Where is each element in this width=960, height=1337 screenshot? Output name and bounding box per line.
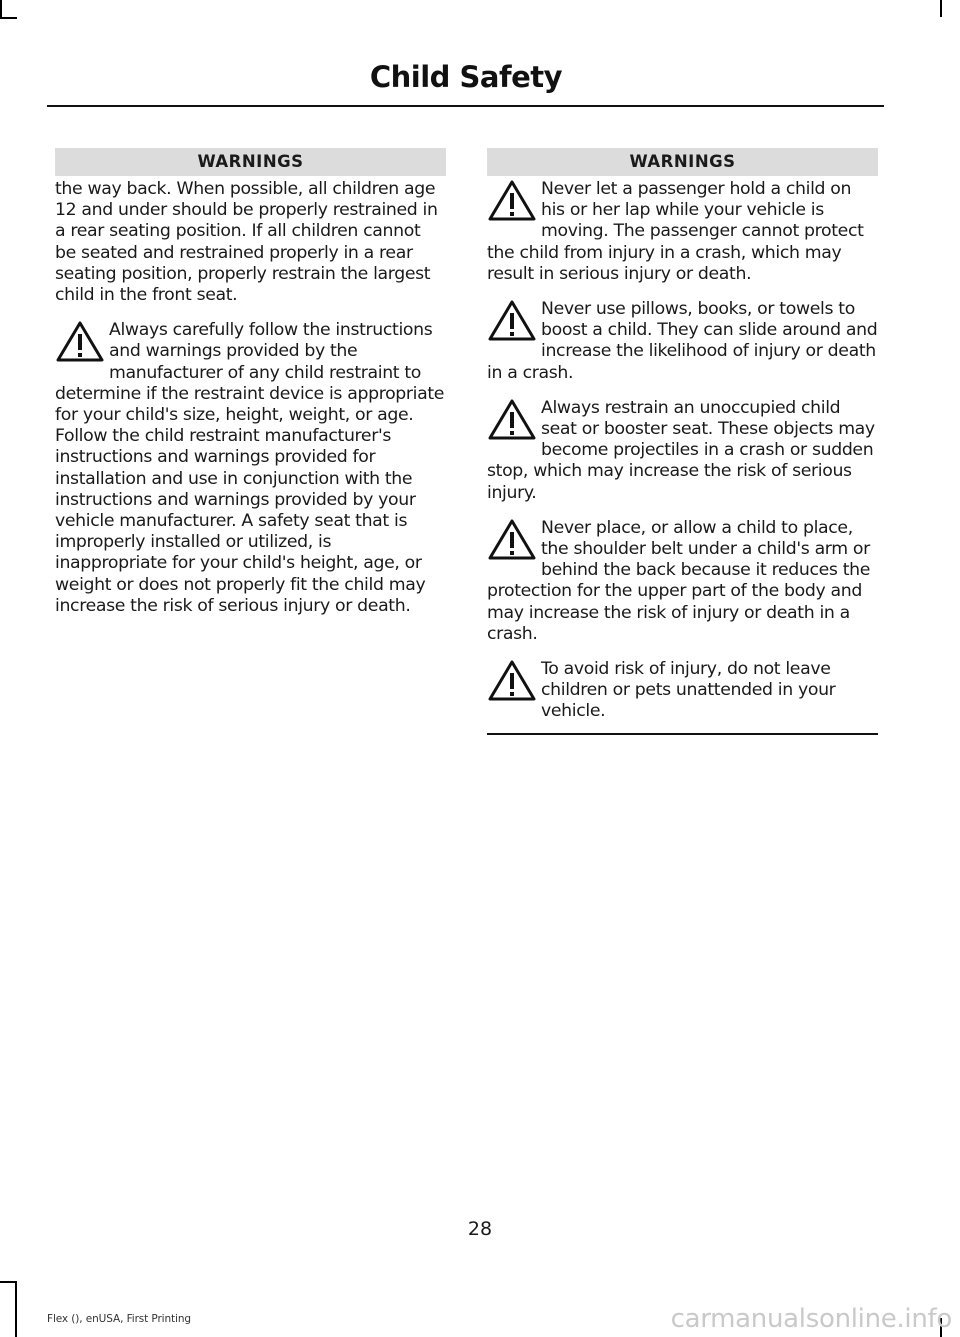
warning-item (487, 398, 878, 504)
crop-mark-bottom-left-v (15, 1281, 17, 1337)
warnings-header: WARNINGS (487, 148, 878, 176)
warning-item (487, 179, 878, 285)
warnings-header: WARNINGS (55, 148, 446, 176)
page-title: Child Safety (369, 60, 562, 94)
right-column (487, 148, 878, 735)
warning-item (487, 659, 878, 723)
warning-text: Always carefully follow the instructions and warnings provided by the manufacturer of any child restraint to determine if the restraint device is appropriate for your child's size, height, weight, or age. Follow the child restraint manufacturer's instructions and warnings provided for installation and use in conjunction with the instructions and warnings provided by your vehicle manufacturer. A safety seat that is improperly installed or utilized, is inappropriate for your child's height, age, or weight or does not properly fit the child may increase the risk of serious injury or death. (55, 320, 445, 616)
warnings-end-rule (487, 733, 878, 735)
warning-triangle-icon (487, 659, 537, 705)
left-column (55, 148, 446, 631)
warning-item (487, 299, 878, 384)
warning-triangle-icon (487, 398, 537, 444)
warning-triangle-icon (487, 518, 537, 564)
header-rule (47, 105, 884, 107)
edition-footer: Flex (), enUSA, First Printing (47, 1313, 191, 1325)
warning-text: Never let a passenger hold a child on his or her lap while your vehicle is moving. The passenger cannot protect the child from injury in a crash, which may result in serious injury or death. (487, 179, 864, 284)
continued-warning-text: the way back. When possible, all children age 12 and under should be properly restrained in a rear seating position. If all children cannot be seated and restrained properly in a rear seating position, properly restrain the largest child in the front seat. (55, 179, 438, 306)
warning-text: Never place, or allow a child to place, the shoulder belt under a child's arm or behind the back because it reduces the protection for the upper part of the body and may increase the risk of injury or death in a crash. (487, 517, 871, 644)
page-number: 28 (467, 1218, 493, 1240)
crop-mark-top-left-h (0, 17, 17, 19)
warning-item (487, 518, 878, 645)
crop-mark-top-left (0, 0, 2, 17)
warning-text: Never use pillows, books, or towels to boost a child. They can slide around and increase the likelihood of injury or death in a crash. (487, 299, 878, 383)
watermark: carmanualsonline.info (670, 1304, 952, 1334)
warning-text: Always restrain an unoccupied child seat or booster seat. These objects may become projectiles in a crash or sudden stop, which may increase the risk of serious injury. (487, 397, 875, 503)
warning-item (55, 320, 446, 617)
warning-triangle-icon (487, 299, 537, 345)
warning-text: To avoid risk of injury, do not leave children or pets unattended in your vehicle. (541, 659, 836, 722)
crop-mark-top-right (940, 0, 942, 17)
warning-triangle-icon (55, 320, 105, 366)
warning-triangle-icon (487, 179, 537, 225)
